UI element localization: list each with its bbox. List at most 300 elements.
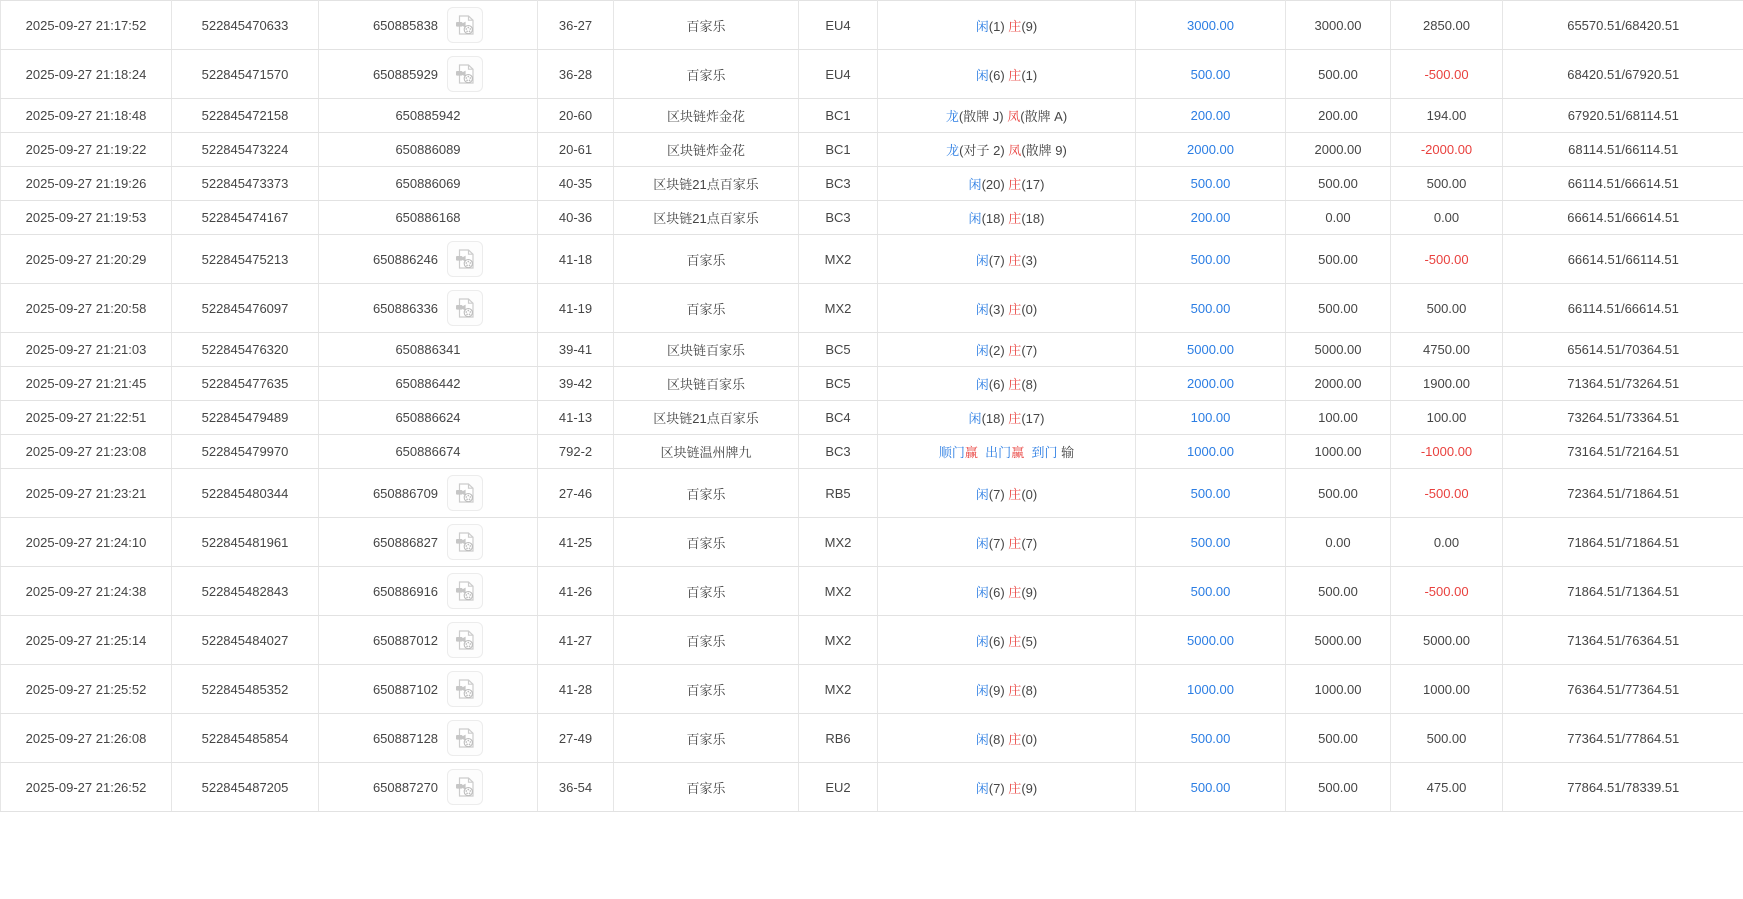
round-no: 650886246 <box>372 251 439 267</box>
round-no-cell <box>319 201 538 235</box>
balance-cell: 65570.51/68420.51 <box>1503 1 1743 50</box>
result-blue-label: 闲 <box>975 731 989 747</box>
bet-amount-cell: 500.00 <box>1136 469 1286 518</box>
result-blue-label: 闲 <box>975 584 989 600</box>
round-code-cell: 792-2 <box>538 435 614 469</box>
valid-amount-cell: 500.00 <box>1286 763 1391 812</box>
bet-amount-cell: 5000.00 <box>1136 333 1286 367</box>
result-text: (散牌 A) <box>1020 109 1068 124</box>
game-name-cell: 百家乐 <box>614 616 799 665</box>
result-red-label: 赢 <box>964 445 978 460</box>
table-code-cell: MX2 <box>799 235 878 284</box>
round-no: 650887270 <box>372 779 439 795</box>
valid-amount-cell: 2000.00 <box>1286 367 1391 401</box>
video-playback-button[interactable] <box>447 241 483 277</box>
round-code-cell: 41-19 <box>538 284 614 333</box>
order-no-cell: 522845487205 <box>172 763 319 812</box>
result-cell <box>878 133 1136 167</box>
balance-cell: 67920.51/68114.51 <box>1503 99 1743 133</box>
result-red-label: 庄 <box>1008 731 1022 747</box>
result-text: (0) <box>1021 486 1038 502</box>
result-blue-label: 闲 <box>975 633 989 649</box>
result-blue-label: 闲 <box>975 535 989 551</box>
winloss-cell: -500.00 <box>1391 469 1503 518</box>
table-code-cell: BC5 <box>799 333 878 367</box>
round-no-cell <box>319 714 538 763</box>
result-red-label: 庄 <box>1008 67 1022 83</box>
result-blue-label: 闲 <box>975 780 989 796</box>
table-code-cell: MX2 <box>799 616 878 665</box>
winloss-cell: 1000.00 <box>1391 665 1503 714</box>
round-no-cell <box>319 167 538 201</box>
game-name-cell: 百家乐 <box>614 714 799 763</box>
balance-cell: 66114.51/66614.51 <box>1503 167 1743 201</box>
time-cell: 2025-09-27 21:25:52 <box>1 665 172 714</box>
bet-amount-cell: 200.00 <box>1136 99 1286 133</box>
records-body <box>1 1 1743 812</box>
round-code-cell: 36-28 <box>538 50 614 99</box>
balance-cell: 71864.51/71864.51 <box>1503 518 1743 567</box>
table-code-cell: BC1 <box>799 99 878 133</box>
result-red-label: 庄 <box>1008 633 1022 649</box>
video-playback-button[interactable] <box>447 56 483 92</box>
round-code-cell: 41-28 <box>538 665 614 714</box>
bet-amount-cell: 100.00 <box>1136 401 1286 435</box>
order-no-cell: 522845470633 <box>172 1 319 50</box>
result-red-label: 庄 <box>1008 177 1022 192</box>
result-blue-label: 出门 <box>985 445 1012 460</box>
bet-amount-cell: 500.00 <box>1136 714 1286 763</box>
round-no: 650886341 <box>395 342 461 357</box>
valid-amount-cell: 1000.00 <box>1286 435 1391 469</box>
result-blue-label: 闲 <box>968 211 982 226</box>
video-playback-button[interactable] <box>447 720 483 756</box>
result-blue-label: 闲 <box>975 682 989 698</box>
video-playback-button[interactable] <box>447 290 483 326</box>
round-no-cell <box>319 665 538 714</box>
result-text: (6) <box>988 377 1009 392</box>
winloss-cell: 2850.00 <box>1391 1 1503 50</box>
game-name-cell: 百家乐 <box>614 518 799 567</box>
result-red-label: 庄 <box>1008 535 1022 551</box>
balance-cell: 77364.51/77864.51 <box>1503 714 1743 763</box>
result-blue-label: 闲 <box>968 411 982 426</box>
time-cell: 2025-09-27 21:18:24 <box>1 50 172 99</box>
result-cell <box>878 714 1136 763</box>
video-playback-button[interactable] <box>447 622 483 658</box>
round-no: 650885838 <box>372 17 439 33</box>
result-text: (7) <box>988 486 1009 502</box>
table-code-cell: MX2 <box>799 665 878 714</box>
round-code-cell: 20-60 <box>538 99 614 133</box>
game-name-cell: 区块链21点百家乐 <box>614 167 799 201</box>
bet-amount-cell: 5000.00 <box>1136 616 1286 665</box>
winloss-cell: 4750.00 <box>1391 333 1503 367</box>
video-playback-button[interactable] <box>447 524 483 560</box>
valid-amount-cell: 0.00 <box>1286 518 1391 567</box>
table-row <box>1 235 1743 284</box>
video-playback-button[interactable] <box>447 769 483 805</box>
round-no: 650885929 <box>372 66 439 82</box>
bet-amount-cell: 2000.00 <box>1136 133 1286 167</box>
result-text: (5) <box>1021 633 1038 649</box>
table-code-cell: BC3 <box>799 201 878 235</box>
time-cell: 2025-09-27 21:21:03 <box>1 333 172 367</box>
result-text: (对子 2) <box>959 143 1009 158</box>
winloss-cell: 194.00 <box>1391 99 1503 133</box>
valid-amount-cell: 500.00 <box>1286 714 1391 763</box>
game-name-cell: 百家乐 <box>614 567 799 616</box>
result-cell <box>878 167 1136 201</box>
round-no: 650887102 <box>372 681 439 697</box>
result-red-label: 庄 <box>1008 18 1022 34</box>
game-name-cell: 百家乐 <box>614 1 799 50</box>
bet-amount-cell: 500.00 <box>1136 167 1286 201</box>
table-row <box>1 763 1743 812</box>
balance-cell: 68114.51/66114.51 <box>1503 133 1743 167</box>
round-no: 650886336 <box>372 300 439 316</box>
winloss-cell: 100.00 <box>1391 401 1503 435</box>
time-cell: 2025-09-27 21:19:22 <box>1 133 172 167</box>
time-cell: 2025-09-27 21:22:51 <box>1 401 172 435</box>
video-file-icon <box>453 677 477 701</box>
table-code-cell: RB6 <box>799 714 878 763</box>
order-no-cell: 522845475213 <box>172 235 319 284</box>
time-cell: 2025-09-27 21:20:58 <box>1 284 172 333</box>
order-no-cell: 522845477635 <box>172 367 319 401</box>
table-row <box>1 435 1743 469</box>
time-cell: 2025-09-27 21:23:21 <box>1 469 172 518</box>
round-no: 650886089 <box>395 142 461 157</box>
round-code-cell: 41-18 <box>538 235 614 284</box>
result-text: (8) <box>988 731 1009 747</box>
round-code-cell: 40-35 <box>538 167 614 201</box>
valid-amount-cell: 3000.00 <box>1286 1 1391 50</box>
result-red-label: 庄 <box>1008 780 1022 796</box>
result-text: (6) <box>988 584 1009 600</box>
balance-cell: 68420.51/67920.51 <box>1503 50 1743 99</box>
game-name-cell: 百家乐 <box>614 284 799 333</box>
result-blue-label: 闲 <box>975 18 989 34</box>
table-code-cell: MX2 <box>799 518 878 567</box>
game-name-cell: 百家乐 <box>614 763 799 812</box>
result-cell <box>878 567 1136 616</box>
order-no-cell: 522845476320 <box>172 333 319 367</box>
order-no-cell: 522845485352 <box>172 665 319 714</box>
valid-amount-cell: 0.00 <box>1286 201 1391 235</box>
result-text: (3) <box>988 301 1009 317</box>
round-no-cell <box>319 763 538 812</box>
bet-amount-cell: 3000.00 <box>1136 1 1286 50</box>
table-code-cell: BC4 <box>799 401 878 435</box>
video-playback-button[interactable] <box>447 573 483 609</box>
table-row <box>1 616 1743 665</box>
result-blue-label: 闲 <box>975 252 989 268</box>
time-cell: 2025-09-27 21:17:52 <box>1 1 172 50</box>
time-cell: 2025-09-27 21:24:10 <box>1 518 172 567</box>
result-text: (17) <box>1021 411 1045 426</box>
round-no: 650886168 <box>395 210 461 225</box>
round-no: 650886624 <box>395 410 461 425</box>
winloss-cell: 0.00 <box>1391 518 1503 567</box>
result-text: (0) <box>1021 731 1038 747</box>
result-text: (17) <box>1021 177 1045 192</box>
round-no-cell <box>319 235 538 284</box>
bet-amount-cell: 2000.00 <box>1136 367 1286 401</box>
result-text: (18) <box>1021 211 1045 226</box>
result-text: (6) <box>988 67 1009 83</box>
time-cell: 2025-09-27 21:19:53 <box>1 201 172 235</box>
bet-amount-cell: 200.00 <box>1136 201 1286 235</box>
round-no-cell <box>319 50 538 99</box>
result-text: (8) <box>1021 377 1038 392</box>
valid-amount-cell: 200.00 <box>1286 99 1391 133</box>
valid-amount-cell: 100.00 <box>1286 401 1391 435</box>
round-code-cell: 41-27 <box>538 616 614 665</box>
table-code-cell: EU4 <box>799 50 878 99</box>
table-row <box>1 167 1743 201</box>
balance-cell: 71364.51/76364.51 <box>1503 616 1743 665</box>
bet-amount-cell: 500.00 <box>1136 567 1286 616</box>
table-row <box>1 284 1743 333</box>
bet-amount-cell: 500.00 <box>1136 235 1286 284</box>
result-blue-label: 闲 <box>975 486 989 502</box>
result-text: (1) <box>988 18 1009 34</box>
round-no: 650886709 <box>372 485 439 501</box>
result-cell <box>878 99 1136 133</box>
result-cell <box>878 763 1136 812</box>
table-row <box>1 50 1743 99</box>
result-text: (散牌 9) <box>1021 143 1067 158</box>
round-no-cell <box>319 99 538 133</box>
table-row <box>1 367 1743 401</box>
time-cell: 2025-09-27 21:19:26 <box>1 167 172 201</box>
table-row <box>1 1 1743 50</box>
round-code-cell: 41-26 <box>538 567 614 616</box>
table-row <box>1 333 1743 367</box>
video-playback-button[interactable] <box>447 7 483 43</box>
balance-cell: 71364.51/73264.51 <box>1503 367 1743 401</box>
result-blue-label: 龙 <box>946 143 960 158</box>
order-no-cell: 522845481961 <box>172 518 319 567</box>
result-text: (18) <box>981 411 1009 426</box>
round-no-cell <box>319 567 538 616</box>
game-name-cell: 区块链百家乐 <box>614 367 799 401</box>
valid-amount-cell: 5000.00 <box>1286 616 1391 665</box>
order-no-cell: 522845472158 <box>172 99 319 133</box>
game-name-cell: 区块链21点百家乐 <box>614 401 799 435</box>
bet-amount-cell: 500.00 <box>1136 763 1286 812</box>
game-name-cell: 区块链炸金花 <box>614 133 799 167</box>
winloss-cell: 500.00 <box>1391 284 1503 333</box>
balance-cell: 73264.51/73364.51 <box>1503 401 1743 435</box>
result-cell <box>878 333 1136 367</box>
round-no-cell <box>319 469 538 518</box>
round-code-cell: 27-46 <box>538 469 614 518</box>
result-text: (1) <box>1021 67 1038 83</box>
result-blue-label: 闲 <box>975 343 989 358</box>
result-cell <box>878 435 1136 469</box>
valid-amount-cell: 1000.00 <box>1286 665 1391 714</box>
result-text: (7) <box>988 780 1009 796</box>
round-code-cell: 41-13 <box>538 401 614 435</box>
result-cell <box>878 235 1136 284</box>
winloss-cell: 1900.00 <box>1391 367 1503 401</box>
time-cell: 2025-09-27 21:23:08 <box>1 435 172 469</box>
valid-amount-cell: 5000.00 <box>1286 333 1391 367</box>
table-row <box>1 133 1743 167</box>
result-red-label: 赢 <box>1011 445 1025 460</box>
video-file-icon <box>453 775 477 799</box>
table-code-cell: RB5 <box>799 469 878 518</box>
result-text: (7) <box>1021 343 1038 358</box>
valid-amount-cell: 500.00 <box>1286 469 1391 518</box>
round-no: 650886916 <box>372 583 439 599</box>
balance-cell: 65614.51/70364.51 <box>1503 333 1743 367</box>
round-code-cell: 41-25 <box>538 518 614 567</box>
round-no-cell <box>319 435 538 469</box>
result-red-label: 庄 <box>1008 211 1022 226</box>
table-code-cell: EU4 <box>799 1 878 50</box>
round-no: 650885942 <box>395 108 461 123</box>
order-no-cell: 522845474167 <box>172 201 319 235</box>
result-text: (8) <box>1021 682 1038 698</box>
round-no-cell <box>319 333 538 367</box>
result-red-label: 庄 <box>1008 301 1022 317</box>
result-cell <box>878 1 1136 50</box>
winloss-cell: 500.00 <box>1391 167 1503 201</box>
order-no-cell: 522845479489 <box>172 401 319 435</box>
order-no-cell: 522845479970 <box>172 435 319 469</box>
result-red-label: 凤 <box>1008 143 1022 158</box>
result-red-label: 庄 <box>1008 411 1022 426</box>
video-playback-button[interactable] <box>447 475 483 511</box>
balance-cell: 66614.51/66114.51 <box>1503 235 1743 284</box>
round-no-cell <box>319 616 538 665</box>
table-code-cell: MX2 <box>799 567 878 616</box>
table-code-cell: BC3 <box>799 167 878 201</box>
result-red-label: 庄 <box>1008 252 1022 268</box>
video-file-icon <box>453 530 477 554</box>
round-code-cell: 36-27 <box>538 1 614 50</box>
round-code-cell: 39-42 <box>538 367 614 401</box>
result-text: (9) <box>1021 780 1038 796</box>
result-text: (3) <box>1021 252 1038 268</box>
result-blue-label: 龙 <box>945 109 959 124</box>
result-red-label: 庄 <box>1008 584 1022 600</box>
result-blue-label: 闲 <box>975 301 989 317</box>
result-text: (散牌 J) <box>958 109 1008 124</box>
result-cell <box>878 665 1136 714</box>
video-file-icon <box>453 628 477 652</box>
order-no-cell: 522845473373 <box>172 167 319 201</box>
winloss-cell: 0.00 <box>1391 201 1503 235</box>
order-no-cell: 522845485854 <box>172 714 319 763</box>
round-no: 650887012 <box>372 632 439 648</box>
winloss-cell: -2000.00 <box>1391 133 1503 167</box>
result-cell <box>878 616 1136 665</box>
round-no: 650886827 <box>372 534 439 550</box>
table-code-cell: BC3 <box>799 435 878 469</box>
result-blue-label: 顺门 <box>938 445 965 460</box>
time-cell: 2025-09-27 21:26:08 <box>1 714 172 763</box>
result-blue-label: 闲 <box>975 377 989 392</box>
result-red-label: 庄 <box>1008 343 1022 358</box>
time-cell: 2025-09-27 21:18:48 <box>1 99 172 133</box>
game-name-cell: 百家乐 <box>614 665 799 714</box>
video-file-icon <box>453 579 477 603</box>
video-file-icon <box>453 62 477 86</box>
winloss-cell: -1000.00 <box>1391 435 1503 469</box>
game-name-cell: 区块链温州牌九 <box>614 435 799 469</box>
result-red-label: 凤 <box>1007 109 1021 124</box>
round-code-cell: 36-54 <box>538 763 614 812</box>
video-file-icon <box>453 247 477 271</box>
game-name-cell: 百家乐 <box>614 235 799 284</box>
bet-amount-cell: 500.00 <box>1136 518 1286 567</box>
valid-amount-cell: 2000.00 <box>1286 133 1391 167</box>
bet-amount-cell: 1000.00 <box>1136 665 1286 714</box>
result-text: (7) <box>988 252 1009 268</box>
result-text: (7) <box>1021 535 1038 551</box>
balance-cell: 77864.51/78339.51 <box>1503 763 1743 812</box>
result-cell <box>878 201 1136 235</box>
round-no: 650886069 <box>395 176 461 191</box>
winloss-cell: 5000.00 <box>1391 616 1503 665</box>
time-cell: 2025-09-27 21:26:52 <box>1 763 172 812</box>
result-text: (18) <box>981 211 1009 226</box>
balance-cell: 72364.51/71864.51 <box>1503 469 1743 518</box>
video-file-icon <box>453 481 477 505</box>
game-name-cell: 区块链21点百家乐 <box>614 201 799 235</box>
round-no-cell <box>319 1 538 50</box>
result-blue-label: 到门 <box>1031 445 1058 460</box>
result-cell <box>878 518 1136 567</box>
video-playback-button[interactable] <box>447 671 483 707</box>
game-name-cell: 百家乐 <box>614 469 799 518</box>
winloss-cell: -500.00 <box>1391 235 1503 284</box>
order-no-cell: 522845473224 <box>172 133 319 167</box>
game-name-cell: 区块链炸金花 <box>614 99 799 133</box>
time-cell: 2025-09-27 21:25:14 <box>1 616 172 665</box>
order-no-cell: 522845476097 <box>172 284 319 333</box>
result-text: (2) <box>988 343 1009 358</box>
winloss-cell: -500.00 <box>1391 567 1503 616</box>
result-text: 输 <box>1057 445 1075 460</box>
round-code-cell: 20-61 <box>538 133 614 167</box>
round-code-cell: 27-49 <box>538 714 614 763</box>
result-text: (7) <box>988 535 1009 551</box>
result-cell <box>878 469 1136 518</box>
result-cell <box>878 50 1136 99</box>
video-file-icon <box>453 726 477 750</box>
round-no: 650886442 <box>395 376 461 391</box>
balance-cell: 66114.51/66614.51 <box>1503 284 1743 333</box>
round-code-cell: 39-41 <box>538 333 614 367</box>
time-cell: 2025-09-27 21:24:38 <box>1 567 172 616</box>
round-code-cell: 40-36 <box>538 201 614 235</box>
round-no-cell <box>319 133 538 167</box>
table-row <box>1 201 1743 235</box>
valid-amount-cell: 500.00 <box>1286 167 1391 201</box>
balance-cell: 71864.51/71364.51 <box>1503 567 1743 616</box>
order-no-cell: 522845471570 <box>172 50 319 99</box>
valid-amount-cell: 500.00 <box>1286 235 1391 284</box>
order-no-cell: 522845480344 <box>172 469 319 518</box>
valid-amount-cell: 500.00 <box>1286 50 1391 99</box>
game-name-cell: 百家乐 <box>614 50 799 99</box>
table-code-cell: BC1 <box>799 133 878 167</box>
